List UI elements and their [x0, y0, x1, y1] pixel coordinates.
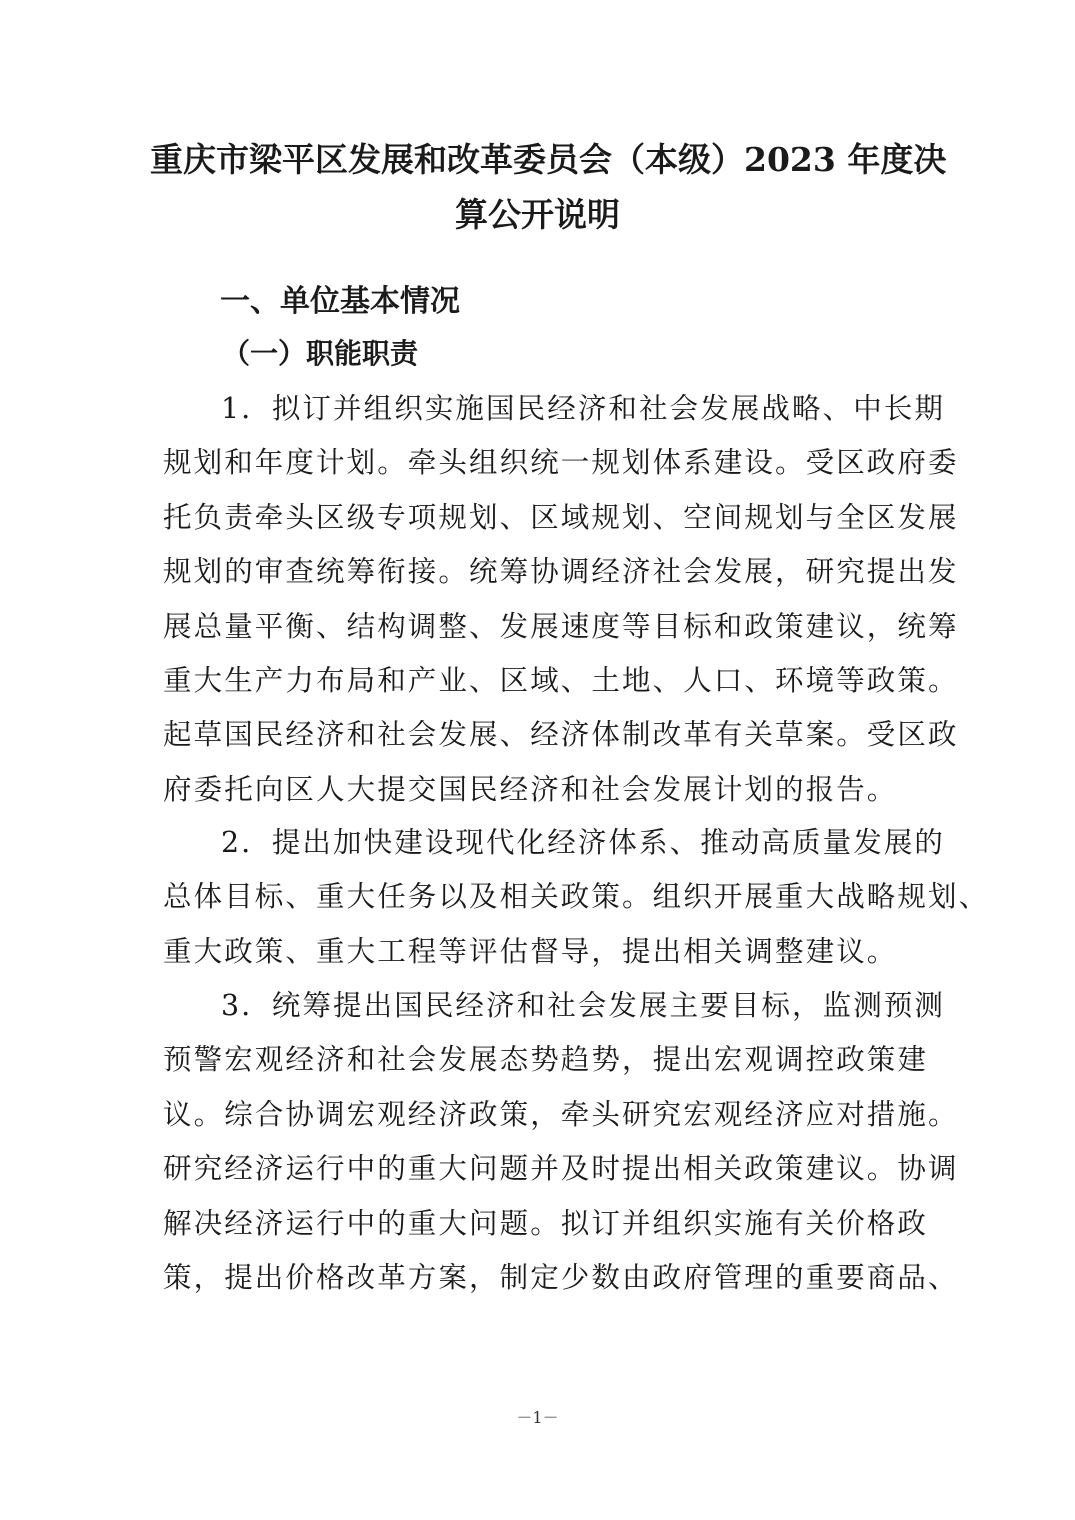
- paragraph-line: 解决经济运行中的重大问题。拟订并组织实施有关价格政: [163, 1206, 929, 1240]
- paragraph-line: 重大政策、重大工程等评估督导，提出相关调整建议。: [163, 934, 898, 968]
- paragraph-line: 府委托向区人大提交国民经济和社会发展计划的报告。: [163, 772, 898, 806]
- paragraph-line: 2．提出加快建设现代化经济体系、推动高质量发展的: [221, 826, 946, 859]
- paragraph-line: 议。综合协调宏观经济政策，牵头研究宏观经济应对措施。: [163, 1097, 959, 1131]
- section-heading: 一、单位基本情况: [220, 284, 460, 319]
- paragraph-line: 重大生产力布局和产业、区域、土地、人口、环境等政策。: [163, 664, 959, 698]
- paragraph-line: 总体目标、重大任务以及相关政策。组织开展重大战略规划、: [163, 880, 990, 914]
- paragraph-line: 研究经济运行中的重大问题并及时提出相关政策建议。协调: [163, 1152, 959, 1186]
- sub-heading: （一）职能职责: [222, 337, 419, 370]
- title-line-2: 算公开说明: [455, 195, 620, 234]
- paragraph-line: 1．拟订并组织实施国民经济和社会发展战略、中长期: [221, 392, 946, 425]
- title-line-1: 重庆市梁平区发展和改革委员会（本级）2023 年度决: [150, 140, 947, 179]
- paragraph-line: 3．统筹提出国民经济和社会发展主要目标，监测预测: [221, 989, 946, 1022]
- paragraph-2: [163, 816, 990, 979]
- paragraph-1: [163, 382, 959, 817]
- paragraph-line: 起草国民经济和社会发展、经济体制改革有关草案。受区政: [163, 718, 959, 752]
- paragraph-line: 策，提出价格改革方案，制定少数由政府管理的重要商品、: [163, 1261, 959, 1295]
- paragraph-3: [163, 979, 959, 1305]
- paragraph-line: 托负责牵头区级专项规划、区域规划、空间规划与全区发展: [163, 500, 959, 534]
- page-number: －1－: [516, 1408, 559, 1427]
- paragraph-line: 规划的审查统筹衔接。统筹协调经济社会发展，研究提出发: [163, 555, 959, 589]
- paragraph-line: 预警宏观经济和社会发展态势趋势，提出宏观调控政策建: [163, 1043, 929, 1077]
- paragraph-line: 规划和年度计划。牵头组织统一规划体系建设。受区政府委: [163, 446, 959, 480]
- paragraph-line: 展总量平衡、结构调整、发展速度等目标和政策建议，统筹: [163, 609, 959, 643]
- document-title: [150, 132, 947, 242]
